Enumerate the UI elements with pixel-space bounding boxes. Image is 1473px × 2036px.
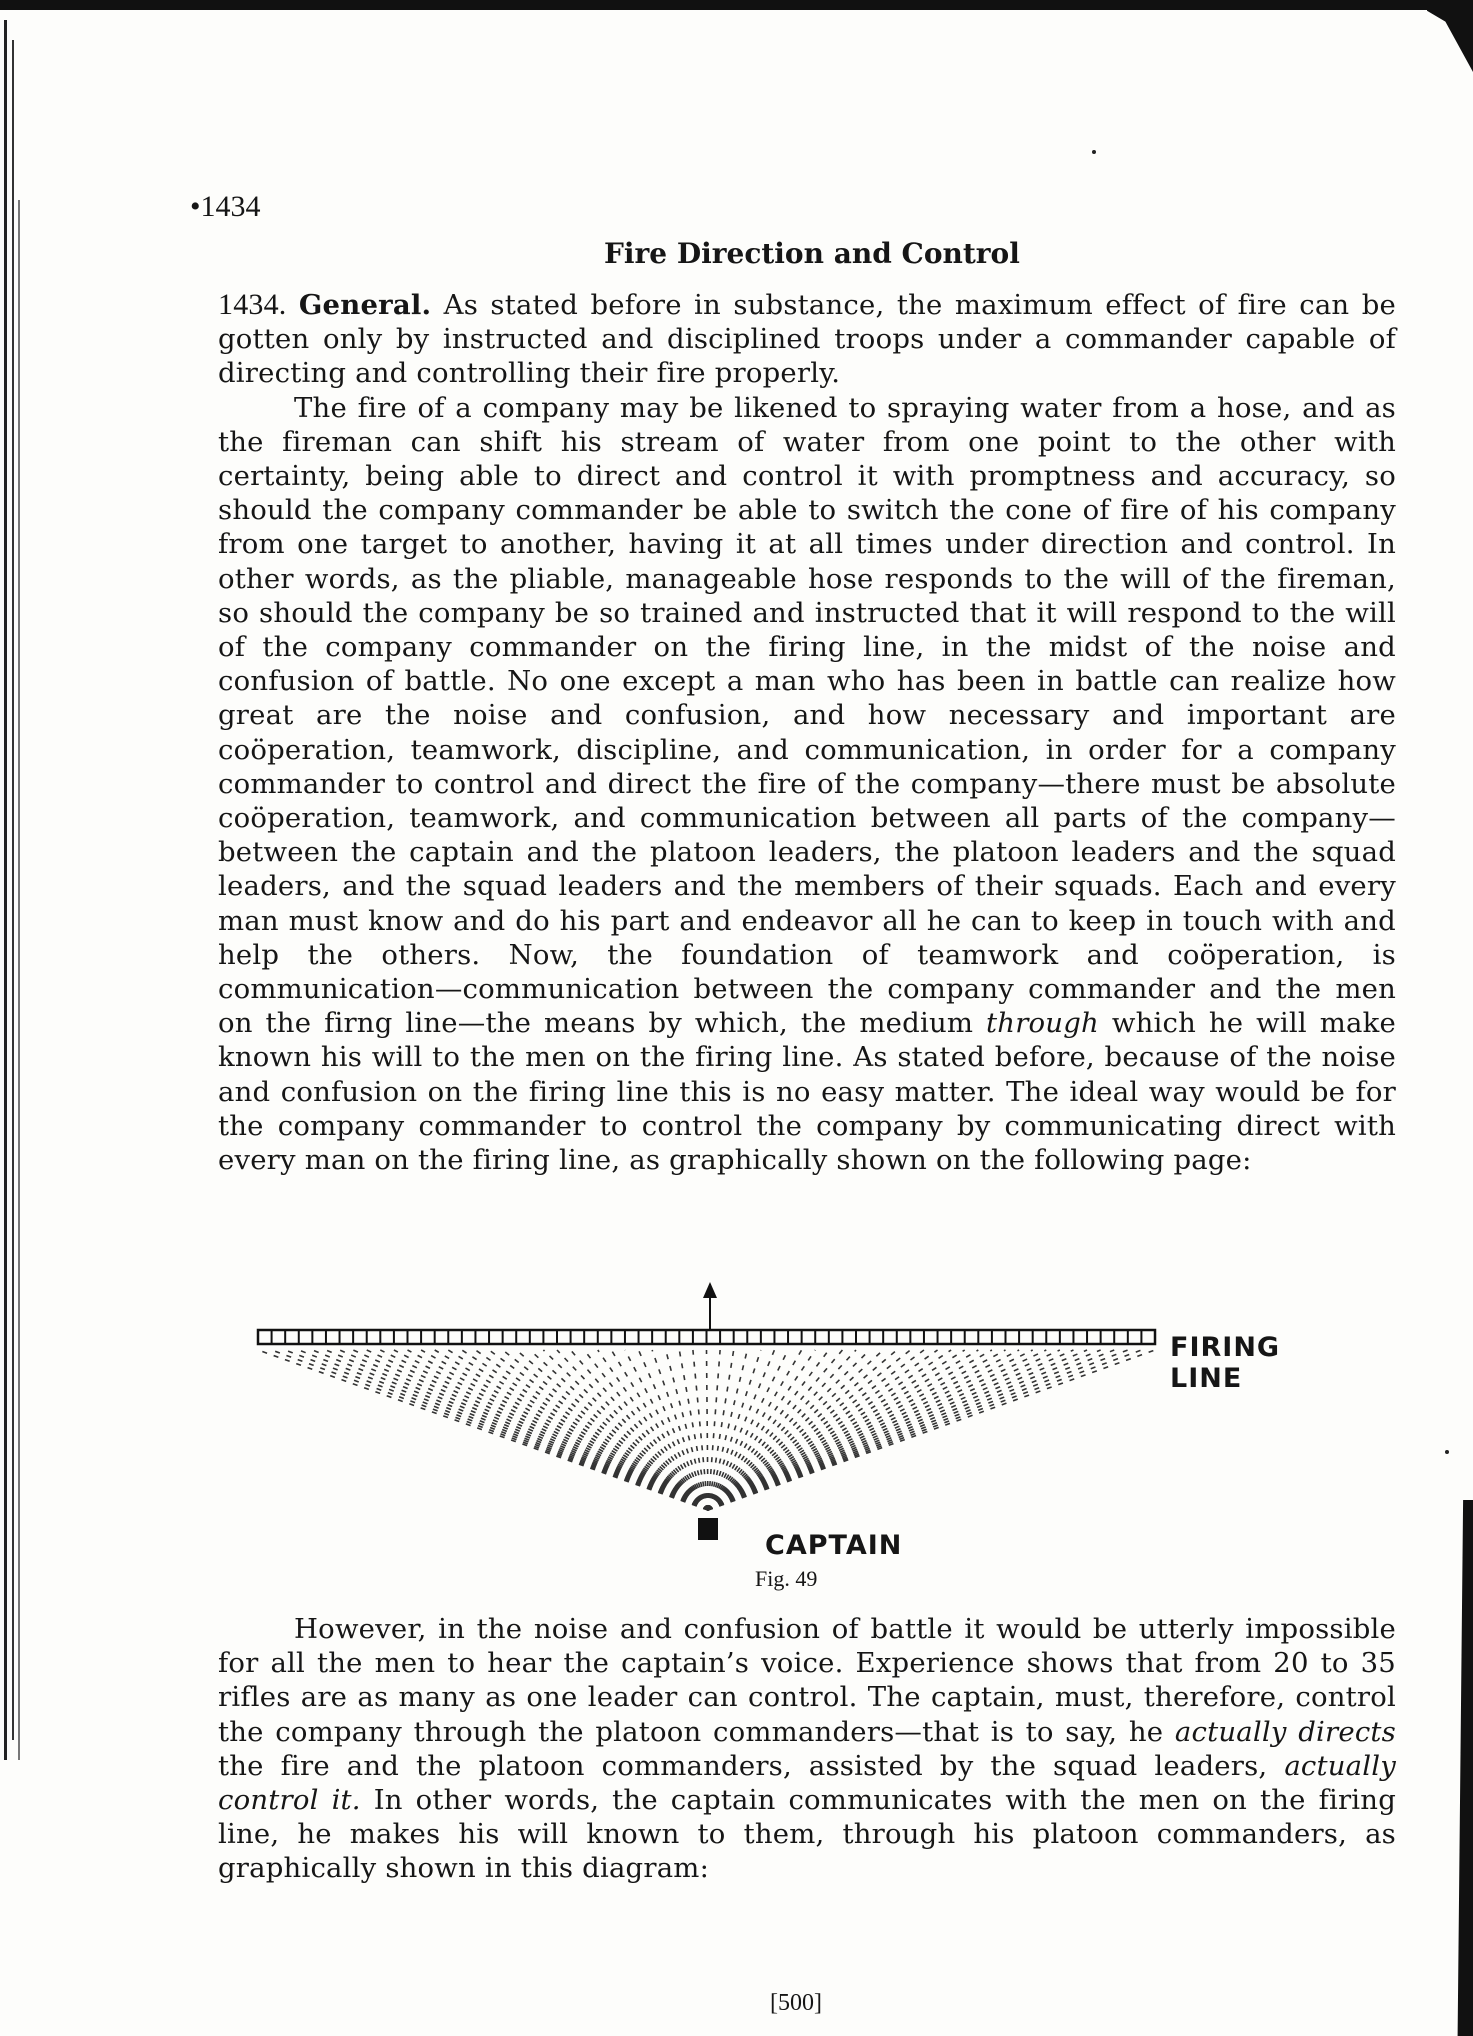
communication-line [708, 1350, 992, 1510]
communication-line [708, 1350, 897, 1510]
communication-line [708, 1350, 1019, 1510]
paragraph-number: 1434. [218, 288, 287, 321]
firing-line-label: FIRING LINE [1170, 1332, 1281, 1394]
communication-line [708, 1350, 856, 1510]
section-title: Fire Direction and Control [604, 237, 1020, 270]
communication-line [708, 1350, 1060, 1510]
paragraph-text: The fire of a company may be likened to spraying water from a hose, and as the fireman can shift his stream of water from one point to the other with certainty, being able to direct and control it with promptness and accuracy, so should the company commander be able to switch the cone of fire of his company from one target to another, having it at all times under direction and control. In other words, as the pliable, manageable hose responds to the will of the fireman, so should the company be so trained and instructed that it will respond to the will of the company commander on the firing line, in the midst of the noise and confusion of battle. No one except a man who has been in battle can realize how great are the noise and confusion, and how necessary and important are coöperation, teamwork, discipline, and communication, in order for a company commander to control and direct the fire of the company—there must be absolute coöperation, teamwork, and communication between all parts of the company—between the captain and the platoon leaders, the platoon leaders and the squad leaders, and the squad leaders and the members of their squads. Each and every man must know and do his part and endeavor all he can to keep in touch with and help the others. Now, the foundation of teamwork and coöperation, is communication—communication between the company commander and the men on the firng line—the means by which, the medium [218, 391, 1396, 1040]
running-head: •1434 [190, 190, 261, 223]
communication-line [557, 1350, 708, 1510]
communication-line [326, 1350, 708, 1510]
scan-speck [1092, 150, 1096, 154]
communication-line [272, 1350, 708, 1510]
paragraph-however [218, 1612, 1396, 1886]
emphasis-through: through [986, 1007, 1099, 1040]
scan-speck [1445, 1450, 1449, 1454]
communication-line [708, 1350, 842, 1510]
paragraph-text: which he will make known his will to the men on the firing line. As stated before, because of the noise and confusion on the firing line this is no easy matter. The ideal way would be for the company commander to control the company by communicating direct with every man on the firing line, as graphically shown on the following page: [218, 1007, 1396, 1177]
communication-line [462, 1350, 708, 1510]
paragraph-hose [218, 391, 1396, 1178]
figure-49 [250, 1280, 1281, 1561]
communication-line [708, 1350, 1033, 1510]
body-text-bottom [218, 1612, 1396, 1886]
firing-line-diagram [250, 1280, 1270, 1560]
captain-marker [698, 1518, 718, 1540]
communication-line [708, 1350, 1155, 1510]
communication-line [435, 1350, 708, 1510]
emphasis-actually-control: actually control it. [218, 1749, 1396, 1817]
communication-line [408, 1350, 709, 1510]
communication-line [708, 1350, 1046, 1510]
communication-line [708, 1350, 870, 1510]
emphasis-actually-directs: actually directs [1174, 1715, 1396, 1748]
communication-line [503, 1350, 708, 1510]
communication-line [708, 1350, 1128, 1510]
paragraph-general [218, 288, 1396, 391]
communication-line [708, 1350, 1006, 1510]
communication-line [353, 1350, 708, 1510]
communication-line [380, 1350, 708, 1510]
paragraph-text: As stated before in substance, the maximum effect of fire can be gotten only by instructed and disciplined troops under a commander capable of directing and controlling their fire properly. [218, 289, 1396, 390]
communication-line [367, 1350, 708, 1510]
scan-top-border [0, 0, 1473, 10]
communication-line [708, 1350, 1141, 1510]
communication-line [584, 1350, 708, 1510]
communication-line [708, 1350, 815, 1510]
communication-line [448, 1350, 708, 1510]
paragraph-text: In other words, the captain communicates with the men on the firing line, he makes his will known to them, through his platoon commanders, as graphically shown in this diagram: [218, 1784, 1397, 1885]
paragraph-text: However, in the noise and confusion of battle it would be utterly impossible for all the men to hear the captain’s voice. Experience shows that from 20 to 35 rifles are as many as one leader can control. The captain, must, therefore, control the company through the platoon commanders—that is to say, he [218, 1613, 1396, 1748]
scan-binding-edge [0, 0, 24, 2036]
communication-line [421, 1350, 708, 1510]
communication-line [708, 1350, 978, 1510]
communication-line [666, 1350, 708, 1510]
communication-line [708, 1350, 938, 1510]
communication-line [258, 1350, 708, 1510]
communication-line [708, 1350, 1073, 1510]
captain-label: CAPTAIN [765, 1530, 903, 1561]
communication-line [708, 1350, 910, 1510]
paragraph-heading: General. [298, 289, 432, 321]
communication-line [394, 1350, 708, 1510]
communication-line [489, 1350, 708, 1510]
direction-arrow-head [703, 1282, 717, 1298]
communication-line [708, 1350, 951, 1510]
body-text-top [218, 288, 1396, 1177]
scan-corner-shadow [1427, 0, 1473, 72]
communication-line [285, 1350, 708, 1510]
communication-line [707, 1350, 709, 1510]
paragraph-text: the fire and the platoon commanders, assisted by the squad leaders, [218, 1749, 1268, 1782]
figure-caption: Fig. 49 [755, 1566, 818, 1591]
page-number: [500] [770, 1990, 822, 2016]
scan-right-edge [1451, 1500, 1473, 2036]
